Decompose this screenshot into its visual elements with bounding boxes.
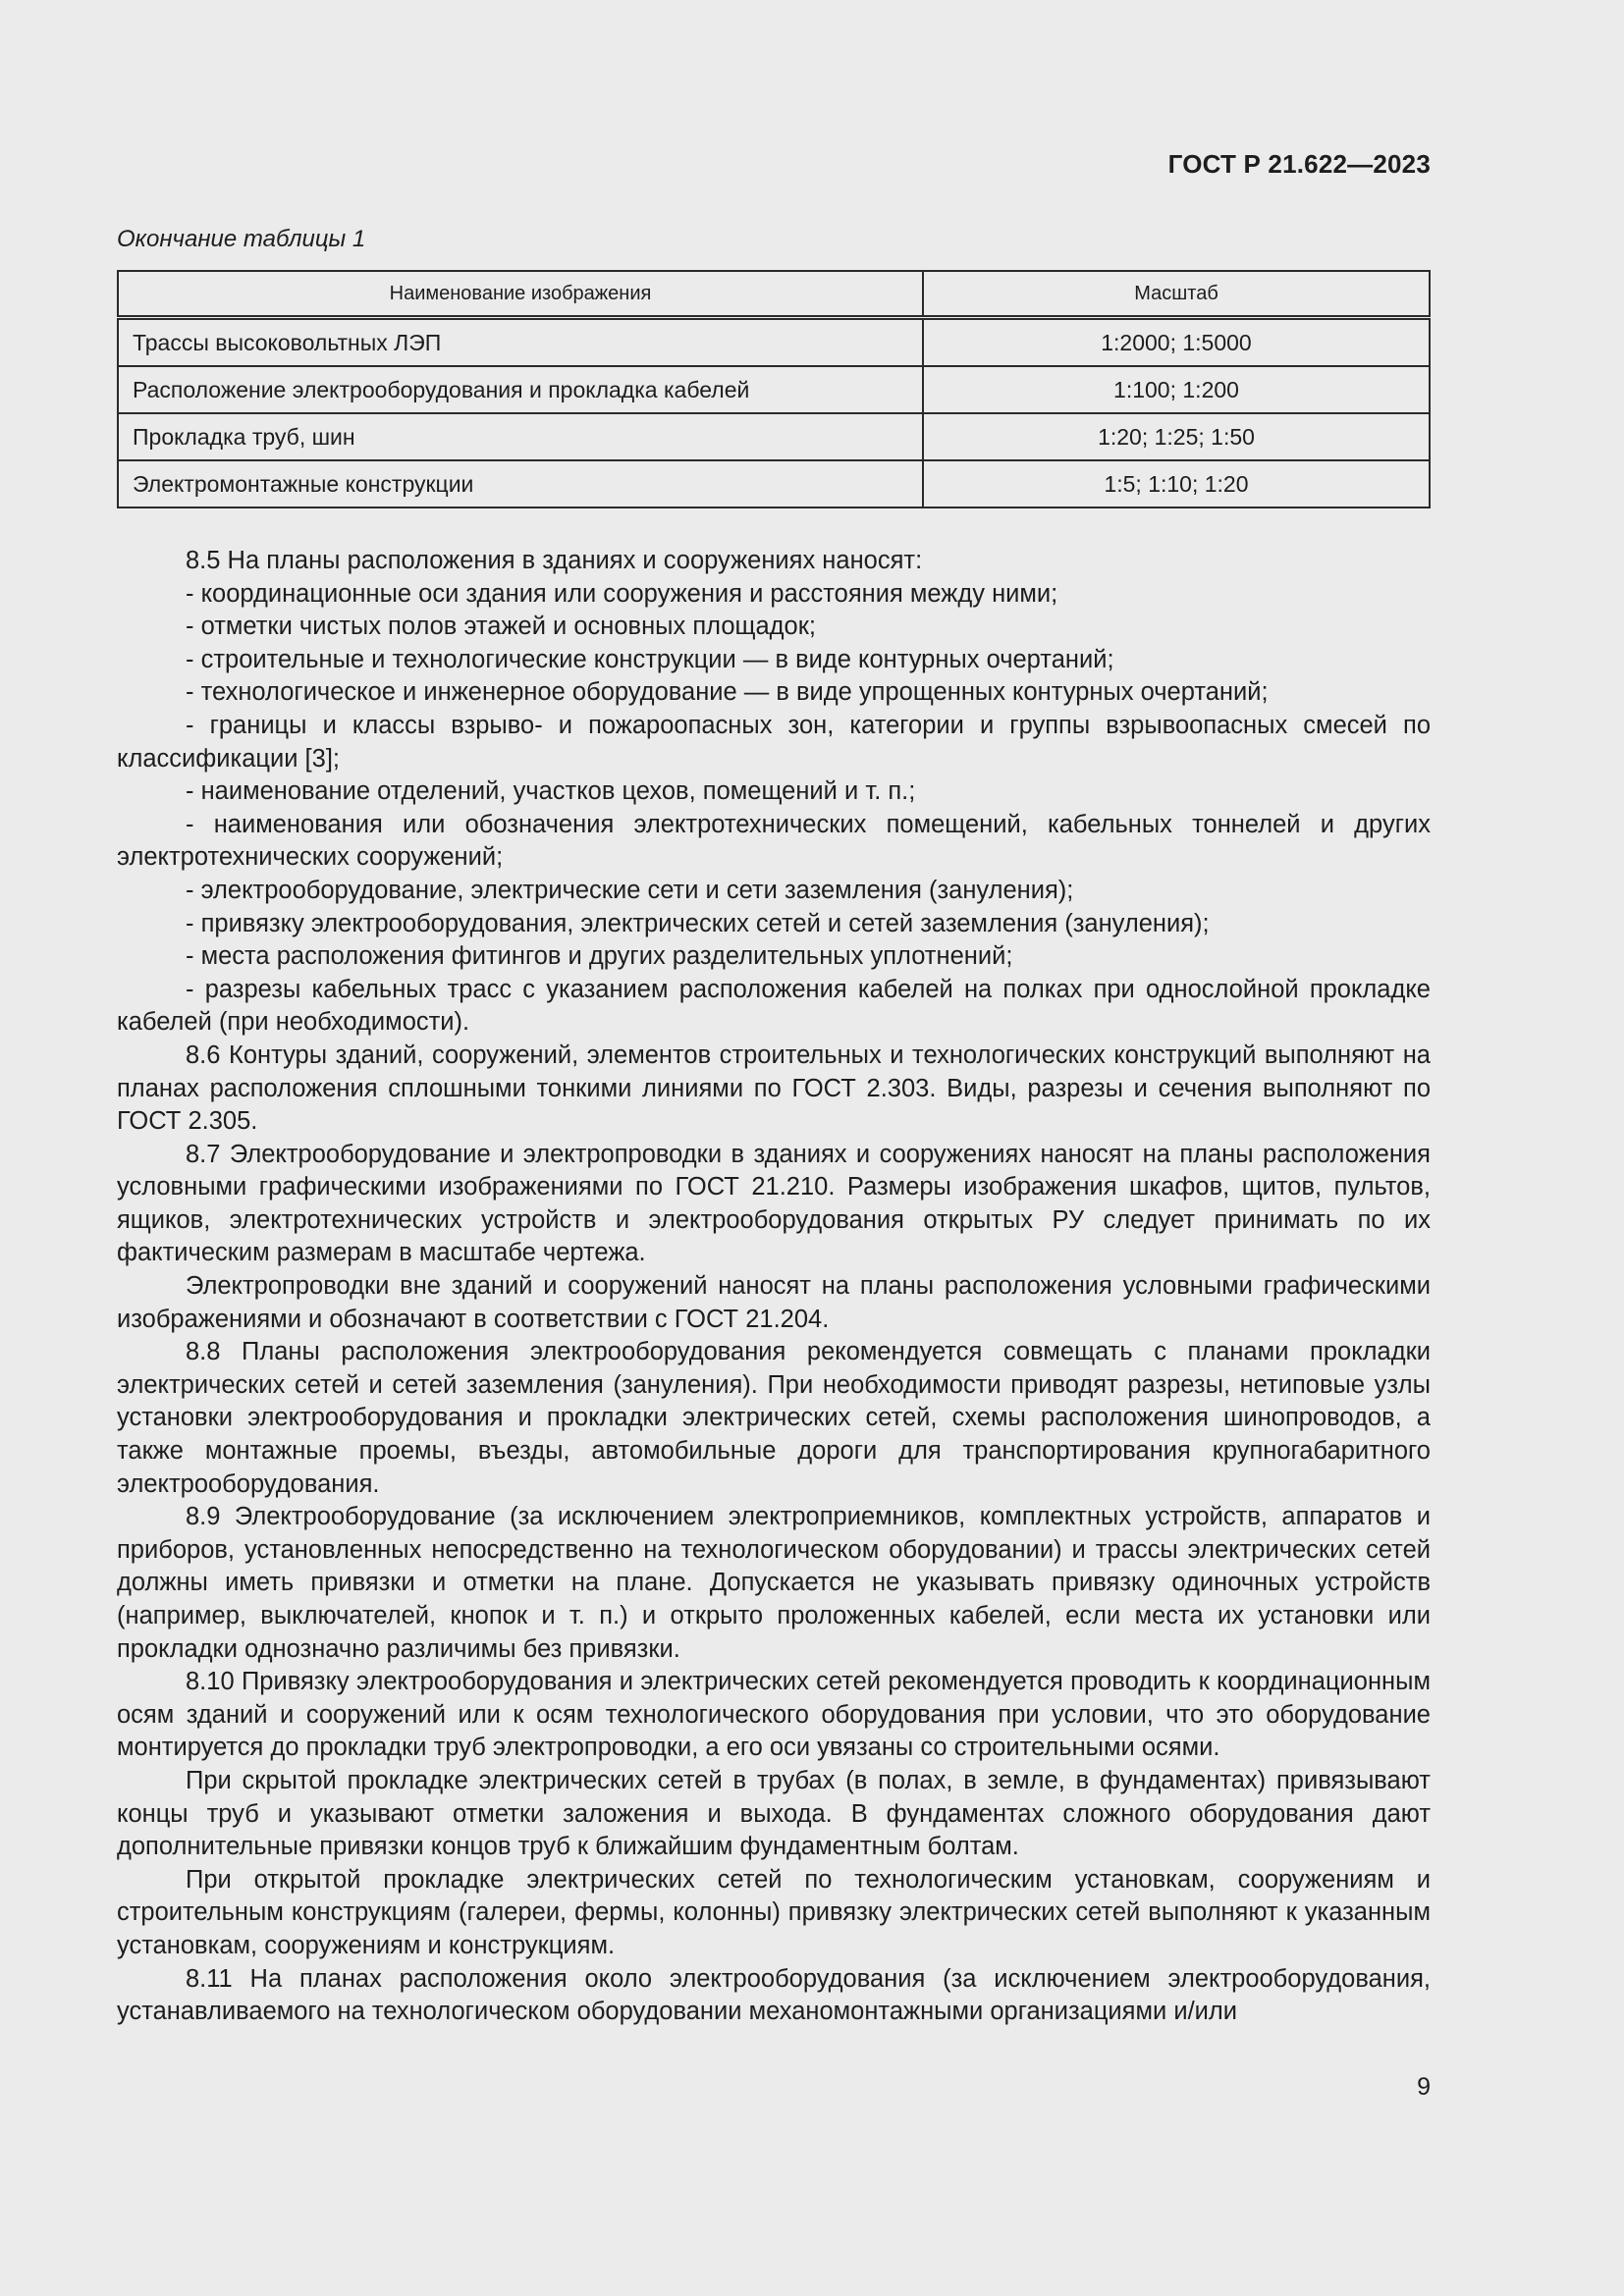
table-header-row: [118, 271, 1430, 318]
table-cell-name: Прокладка труб, шин: [118, 413, 923, 460]
list-item: - привязку электрооборудования, электрических сетей и сетей заземления (зануления);: [186, 909, 1210, 937]
paragraph-8-5: 8.5 На планы расположения в зданиях и сооружениях наносят:: [186, 547, 923, 574]
table-row: [118, 318, 1430, 367]
list-item: - строительные и технологические конструкции — в виде контурных очертаний;: [186, 645, 1114, 673]
paragraph: При скрытой прокладке электрических сетей в трубах (в полах, в земле, в фундаментах) привязывают концы труб и указывают отметки заложения и выхода. В фундаментах сложного оборудования дают дополнительные привязки концов труб к ближайшим фундаментным болтам.: [117, 1766, 1431, 1861]
list-item: - границы и классы взрыво- и пожароопасных зон, категории и группы взрывоопасных смесей по классификации [3];: [117, 711, 1431, 773]
list-item: - координационные оси здания или сооружения и расстояния между ними;: [186, 579, 1058, 608]
list-item: - наименование отделений, участков цехов, помещений и т. п.;: [186, 777, 916, 806]
table-row: [118, 460, 1430, 507]
paragraph-8-10: 8.10 Привязку электрооборудования и электрических сетей рекомендуется проводить к координационным осям зданий и сооружений или к осям технологического оборудования при условии, что это оборудование монтируется до прокладки труб электропроводки, а его оси увязаны со строительными осями.: [117, 1668, 1431, 1762]
list-item: - технологическое и инженерное оборудование — в виде упрощенных контурных очертаний;: [186, 678, 1269, 707]
table-cell-name: Расположение электрооборудования и прокладка кабелей: [118, 366, 923, 413]
column-header-name: Наименование изображения: [118, 271, 923, 318]
page-number: 9: [1417, 2073, 1431, 2101]
paragraph-8-6: 8.6 Контуры зданий, сооружений, элементов строительных и технологических конструкций выполняют на планах расположения сплошными тонкими линиями по ГОСТ 2.303. Виды, разрезы и сечения выполняют по ГОСТ 2.305.: [117, 1041, 1431, 1136]
list-item: - разрезы кабельных трасс с указанием расположения кабелей на полках при однослойной прокладке кабелей (при необходимости).: [117, 975, 1431, 1037]
scale-table: [117, 270, 1431, 508]
table-caption: Окончание таблицы 1: [117, 226, 366, 252]
paragraph: Электропроводки вне зданий и сооружений наносят на планы расположения условными графическими изображениями и обозначают в соответствии с ГОСТ 21.204.: [117, 1272, 1431, 1333]
table-cell-scale: 1:20; 1:25; 1:50: [923, 413, 1430, 460]
paragraph-8-8: 8.8 Планы расположения электрооборудования рекомендуется совмещать с планами прокладки электрических сетей и сетей заземления (зануления). При необходимости приводят разрезы, нетиповые узлы установки электрооборудования и прокладки электрических сетей, схемы расположения шинопроводов, а также монтажные проемы, въезды, автомобильные дороги для транспортирования крупногабаритного электрооборудования.: [117, 1338, 1431, 1498]
document-code: ГОСТ Р 21.622—2023: [1167, 149, 1431, 179]
paragraph-8-9: 8.9 Электрооборудование (за исключением электроприемников, комплектных устройств, аппаратов и приборов, установленных непосредственно на технологическом оборудовании) и трассы электрических сетей должны иметь привязки и отметки на плане. Допускается не указывать привязку одиночных устройств (например, выключателей, кнопок и т. п.) и открыто проложенных кабелей, если места их установки или прокладки однозначно различимы без привязки.: [117, 1503, 1431, 1663]
list-item: - электрооборудование, электрические сети и сети заземления (зануления);: [186, 876, 1074, 904]
table-cell-scale: 1:5; 1:10; 1:20: [923, 460, 1430, 507]
table-cell-scale: 1:2000; 1:5000: [923, 318, 1430, 367]
column-header-scale: Масштаб: [923, 271, 1430, 318]
table-cell-name: Электромонтажные конструкции: [118, 460, 923, 507]
table-cell-scale: 1:100; 1:200: [923, 366, 1430, 413]
paragraph-8-7: 8.7 Электрооборудование и электропроводки в зданиях и сооружениях наносят на планы расположения условными графическими изображениями по ГОСТ 21.210. Размеры изображения шкафов, щитов, пультов, ящиков, электротехнических устройств и электрооборудования открытых РУ следует принимать по их фактическим размерам в масштабе чертежа.: [117, 1140, 1431, 1267]
list-item: - отметки чистых полов этажей и основных площадок;: [186, 613, 816, 641]
table-cell-name: Трассы высоковольтных ЛЭП: [118, 318, 923, 367]
paragraph-8-11: 8.11 На планах расположения около электрооборудования (за исключением электрооборудования, устанавливаемого на технологическом оборудовании механомонтажными организациями и/или: [117, 1964, 1431, 2026]
table-row: [118, 413, 1430, 460]
list-item: - места расположения фитингов и других разделительных уплотнений;: [186, 942, 1013, 971]
table-row: [118, 366, 1430, 413]
paragraph: При открытой прокладке электрических сетей по технологическим установкам, сооружениям и строительным конструкциям (галереи, фермы, колонны) привязку электрических сетей выполняют к указанным установкам, сооружениям и конструкциям.: [117, 1865, 1431, 1959]
body-text: [117, 545, 1431, 2029]
list-item: - наименования или обозначения электротехнических помещений, кабельных тоннелей и других электротехнических сооружений;: [117, 810, 1431, 872]
